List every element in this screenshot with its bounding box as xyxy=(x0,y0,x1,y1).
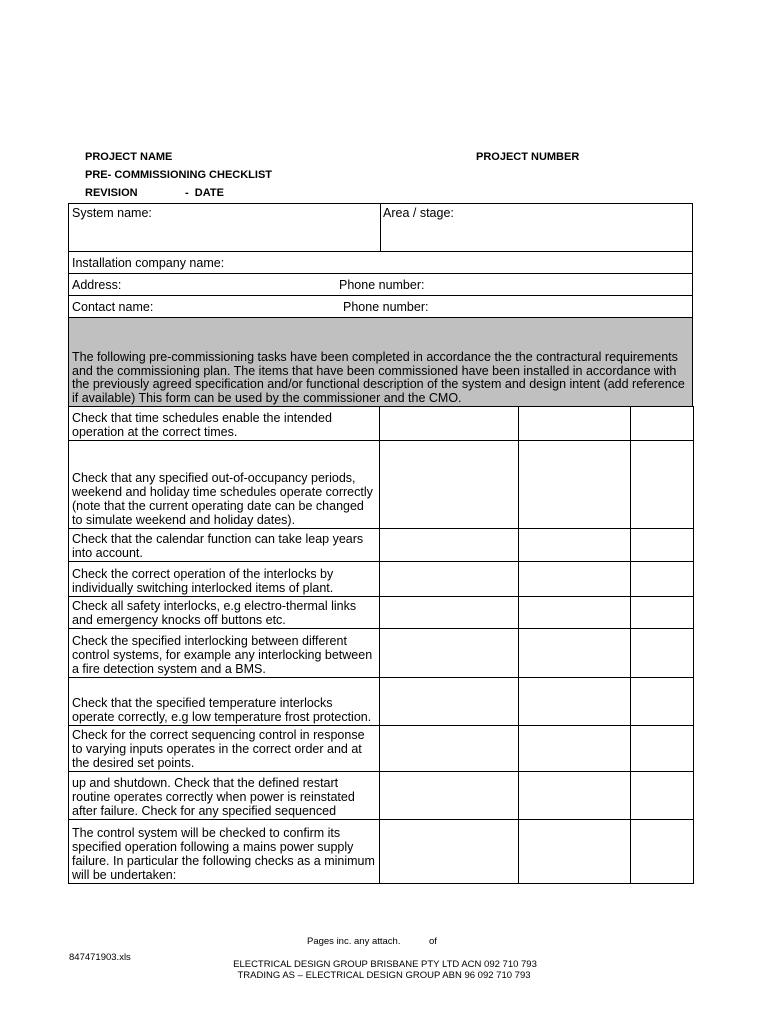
date-label: - DATE xyxy=(185,187,224,199)
file-reference: 847471903.xls xyxy=(69,952,131,963)
signoff-cell[interactable] xyxy=(519,678,631,726)
signoff-cell[interactable] xyxy=(519,529,631,562)
checklist-row xyxy=(69,441,694,529)
result-cell[interactable] xyxy=(380,726,519,772)
intro-panel xyxy=(69,318,692,406)
contact-name-field[interactable]: Contact name: xyxy=(72,300,154,314)
signoff-cell[interactable] xyxy=(519,597,631,629)
checklist-row xyxy=(69,597,694,629)
signoff-cell[interactable] xyxy=(519,407,631,441)
checklist-item-text: Check for the correct sequencing control in response to varying inputs operates in the correct order and at the desired set points. xyxy=(69,726,380,772)
of-label: of xyxy=(429,936,437,947)
checklist-row xyxy=(69,629,694,678)
date-cell[interactable] xyxy=(631,772,694,820)
area-stage-field[interactable]: Area / stage: xyxy=(383,206,454,220)
divider xyxy=(69,295,692,296)
result-cell[interactable] xyxy=(380,407,519,441)
checklist-row xyxy=(69,820,694,884)
divider xyxy=(69,251,692,252)
result-cell[interactable] xyxy=(380,678,519,726)
intro-text: The following pre-commissioning tasks have been completed in accordance the the contractural requirements and the commissioning plan. The items that have been commissioned have been installed in accordance with the previously agreed specification and/or functional description of the system and design intent (add reference if available) This form can be used by the commissioner and the CMO. xyxy=(72,350,685,405)
phone-number-field[interactable]: Phone number: xyxy=(339,278,425,292)
checklist-item-text: Check all safety interlocks, e.g electro-thermal links and emergency knocks off buttons etc. xyxy=(69,597,380,629)
date-cell[interactable] xyxy=(631,407,694,441)
date-cell[interactable] xyxy=(631,629,694,678)
address-field[interactable]: Address: xyxy=(72,278,122,292)
checklist-item-text: Check the correct operation of the interlocks by individually switching interlocked items of plant. xyxy=(69,562,380,597)
signoff-cell[interactable] xyxy=(519,562,631,597)
date-cell[interactable] xyxy=(631,441,694,529)
checklist-row xyxy=(69,726,694,772)
contact-phone-field[interactable]: Phone number: xyxy=(343,300,429,314)
signoff-cell[interactable] xyxy=(519,441,631,529)
result-cell[interactable] xyxy=(380,820,519,884)
project-name-label: PROJECT NAME xyxy=(85,151,173,163)
date-cell[interactable] xyxy=(631,678,694,726)
pages-label: Pages inc. any attach. xyxy=(307,936,401,947)
checklist-title: PRE- COMMISSIONING CHECKLIST xyxy=(85,169,273,181)
checklist-table xyxy=(68,406,694,884)
date-cell[interactable] xyxy=(631,597,694,629)
company-line-2: TRADING AS – ELECTRICAL DESIGN GROUP ABN 96 092 710 793 xyxy=(237,970,531,981)
signoff-cell[interactable] xyxy=(519,629,631,678)
result-cell[interactable] xyxy=(380,562,519,597)
signoff-cell[interactable] xyxy=(519,820,631,884)
checklist-item-text: The control system will be checked to confirm its specified operation following a mains power supply failure. In particular the following checks as a minimum will be undertaken: xyxy=(69,820,380,884)
result-cell[interactable] xyxy=(380,597,519,629)
checklist-row xyxy=(69,772,694,820)
project-details-form xyxy=(68,203,693,407)
result-cell[interactable] xyxy=(380,629,519,678)
checklist-item-text: up and shutdown. Check that the defined restart routine operates correctly when power is reinstated after failure. Check for any specified sequenced xyxy=(69,772,380,820)
checklist-row xyxy=(69,678,694,726)
revision-label: REVISION xyxy=(85,187,138,199)
result-cell[interactable] xyxy=(380,441,519,529)
date-cell[interactable] xyxy=(631,820,694,884)
project-number-label: PROJECT NUMBER xyxy=(476,151,580,163)
result-cell[interactable] xyxy=(380,529,519,562)
divider xyxy=(69,273,692,274)
checklist-row xyxy=(69,529,694,562)
company-line-1: ELECTRICAL DESIGN GROUP BRISBANE PTY LTD ACN 092 710 793 xyxy=(233,959,537,970)
signoff-cell[interactable] xyxy=(519,726,631,772)
system-name-field[interactable]: System name: xyxy=(72,206,152,220)
company-info xyxy=(0,959,768,981)
date-cell[interactable] xyxy=(631,726,694,772)
checklist-row xyxy=(69,407,694,441)
checklist-item-text: Check that any specified out-of-occupancy periods, weekend and holiday time schedules operate correctly (note that the current operating date can be changed to simulate weekend and holiday dates). xyxy=(69,441,380,529)
signoff-cell[interactable] xyxy=(519,772,631,820)
checklist-row xyxy=(69,562,694,597)
installation-company-field[interactable]: Installation company name: xyxy=(72,256,225,270)
date-cell[interactable] xyxy=(631,562,694,597)
checklist-item-text: Check that the calendar function can take leap years into account. xyxy=(69,529,380,562)
checklist-item-text: Check the specified interlocking between different control systems, for example any interlocking between a fire detection system and a BMS. xyxy=(69,629,380,678)
checklist-item-text: Check that time schedules enable the intended operation at the correct times. xyxy=(69,407,380,441)
date-cell[interactable] xyxy=(631,529,694,562)
checklist-item-text: Check that the specified temperature interlocks operate correctly, e.g low temperature frost protection. xyxy=(69,678,380,726)
result-cell[interactable] xyxy=(380,772,519,820)
